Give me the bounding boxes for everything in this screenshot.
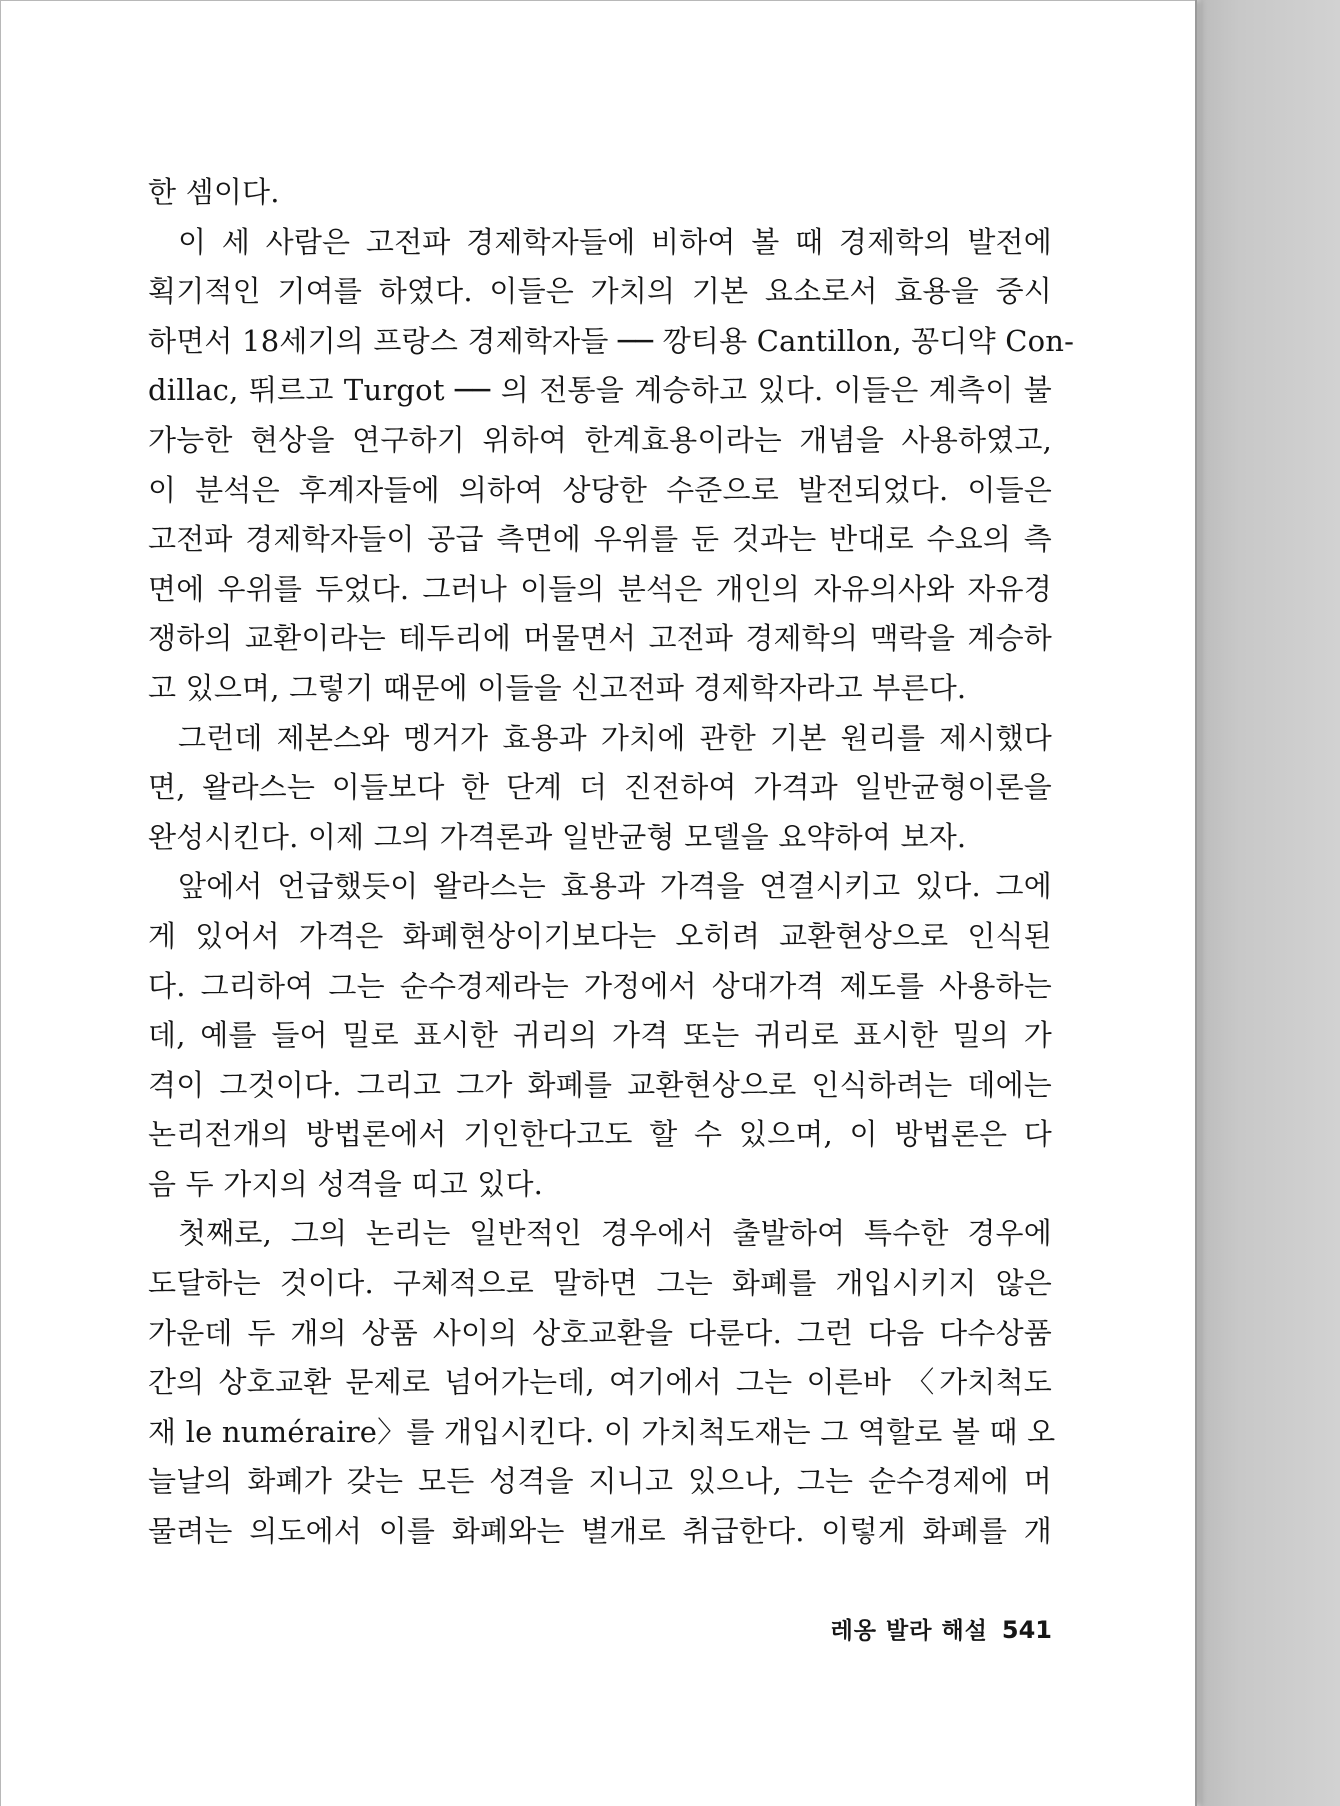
text-line: 다. 그리하여 그는 순수경제라는 가정에서 상대가격 제도를 사용하는 [148, 968, 1052, 1003]
text-line: 앞에서 언급했듯이 왈라스는 효용과 가격을 연결시키고 있다. 그에 [178, 869, 1052, 904]
text-line: 재 le numéraire〉를 개입시킨다. 이 가치척도재는 그 역할로 볼 때 오 [148, 1414, 1056, 1449]
text-line: 쟁하의 교환이라는 테두리에 머물면서 고전파 경제학의 맥락을 계승하 [148, 621, 1052, 656]
text-line: 데, 예를 들어 밀로 표시한 귀리의 가격 또는 귀리로 표시한 밀의 가 [148, 1018, 1052, 1053]
text-line: 고전파 경제학자들이 공급 측면에 우위를 둔 것과는 반대로 수요의 측 [148, 522, 1052, 557]
text-line: 간의 상호교환 문제로 넘어가는데, 여기에서 그는 이른바 〈가치척도 [148, 1365, 1052, 1400]
running-title: 레옹 발라 해설 [830, 1618, 988, 1644]
text-line: 가운데 두 개의 상품 사이의 상호교환을 다룬다. 그런 다음 다수상품 [148, 1315, 1052, 1350]
text-line: 격이 그것이다. 그리고 그가 화폐를 교환현상으로 인식하려는 데에는 [148, 1067, 1052, 1102]
text-line: 그런데 제본스와 멩거가 효용과 가치에 관한 기본 원리를 제시했다 [178, 720, 1052, 755]
text-line: 고 있으며, 그렇기 때문에 이들을 신고전파 경제학자라고 부른다. [148, 670, 967, 705]
text-line: 물려는 의도에서 이를 화폐와는 별개로 취급한다. 이렇게 화폐를 개 [148, 1514, 1052, 1549]
text-line: 음 두 가지의 성격을 띠고 있다. [148, 1166, 544, 1201]
text-line: 면, 왈라스는 이들보다 한 단계 더 진전하여 가격과 일반균형이론을 [148, 770, 1052, 805]
text-line: 이 세 사람은 고전파 경제학자들에 비하여 볼 때 경제학의 발전에 [178, 224, 1052, 259]
text-line: 완성시킨다. 이제 그의 가격론과 일반균형 모델을 요약하여 보자. [148, 819, 967, 854]
text-line: 늘날의 화폐가 갖는 모든 성격을 지니고 있으나, 그는 순수경제에 머 [148, 1464, 1052, 1499]
text-line: 가능한 현상을 연구하기 위하여 한계효용이라는 개념을 사용하였고, [148, 422, 1052, 457]
page-footer [760, 1612, 1052, 1645]
text-line: 하면서 18세기의 프랑스 경제학자들 ── 깡티용 Cantillon, 꽁디약 Con- [148, 323, 1075, 358]
text-line: 게 있어서 가격은 화폐현상이기보다는 오히려 교환현상으로 인식된 [148, 918, 1052, 953]
text-line: 한 셈이다. [148, 175, 280, 209]
page-number: 541 [1001, 1616, 1052, 1644]
text-line: 첫째로, 그의 논리는 일반적인 경우에서 출발하여 특수한 경우에 [178, 1216, 1052, 1251]
text-line: 획기적인 기여를 하였다. 이들은 가치의 기본 요소로서 효용을 중시 [148, 274, 1052, 309]
text-line: 논리전개의 방법론에서 기인한다고도 할 수 있으며, 이 방법론은 다 [148, 1117, 1052, 1152]
text-line: 이 분석은 후계자들에 의하여 상당한 수준으로 발전되었다. 이들은 [148, 472, 1052, 507]
text-line: 도달하는 것이다. 구체적으로 말하면 그는 화폐를 개입시키지 않은 [148, 1266, 1052, 1301]
text-line: 면에 우위를 두었다. 그러나 이들의 분석은 개인의 자유의사와 자유경 [148, 571, 1052, 606]
body-text [148, 168, 1075, 1557]
text-line: dillac, 뛰르고 Turgot ── 의 전통을 계승하고 있다. 이들은 계측이 불 [148, 373, 1052, 408]
